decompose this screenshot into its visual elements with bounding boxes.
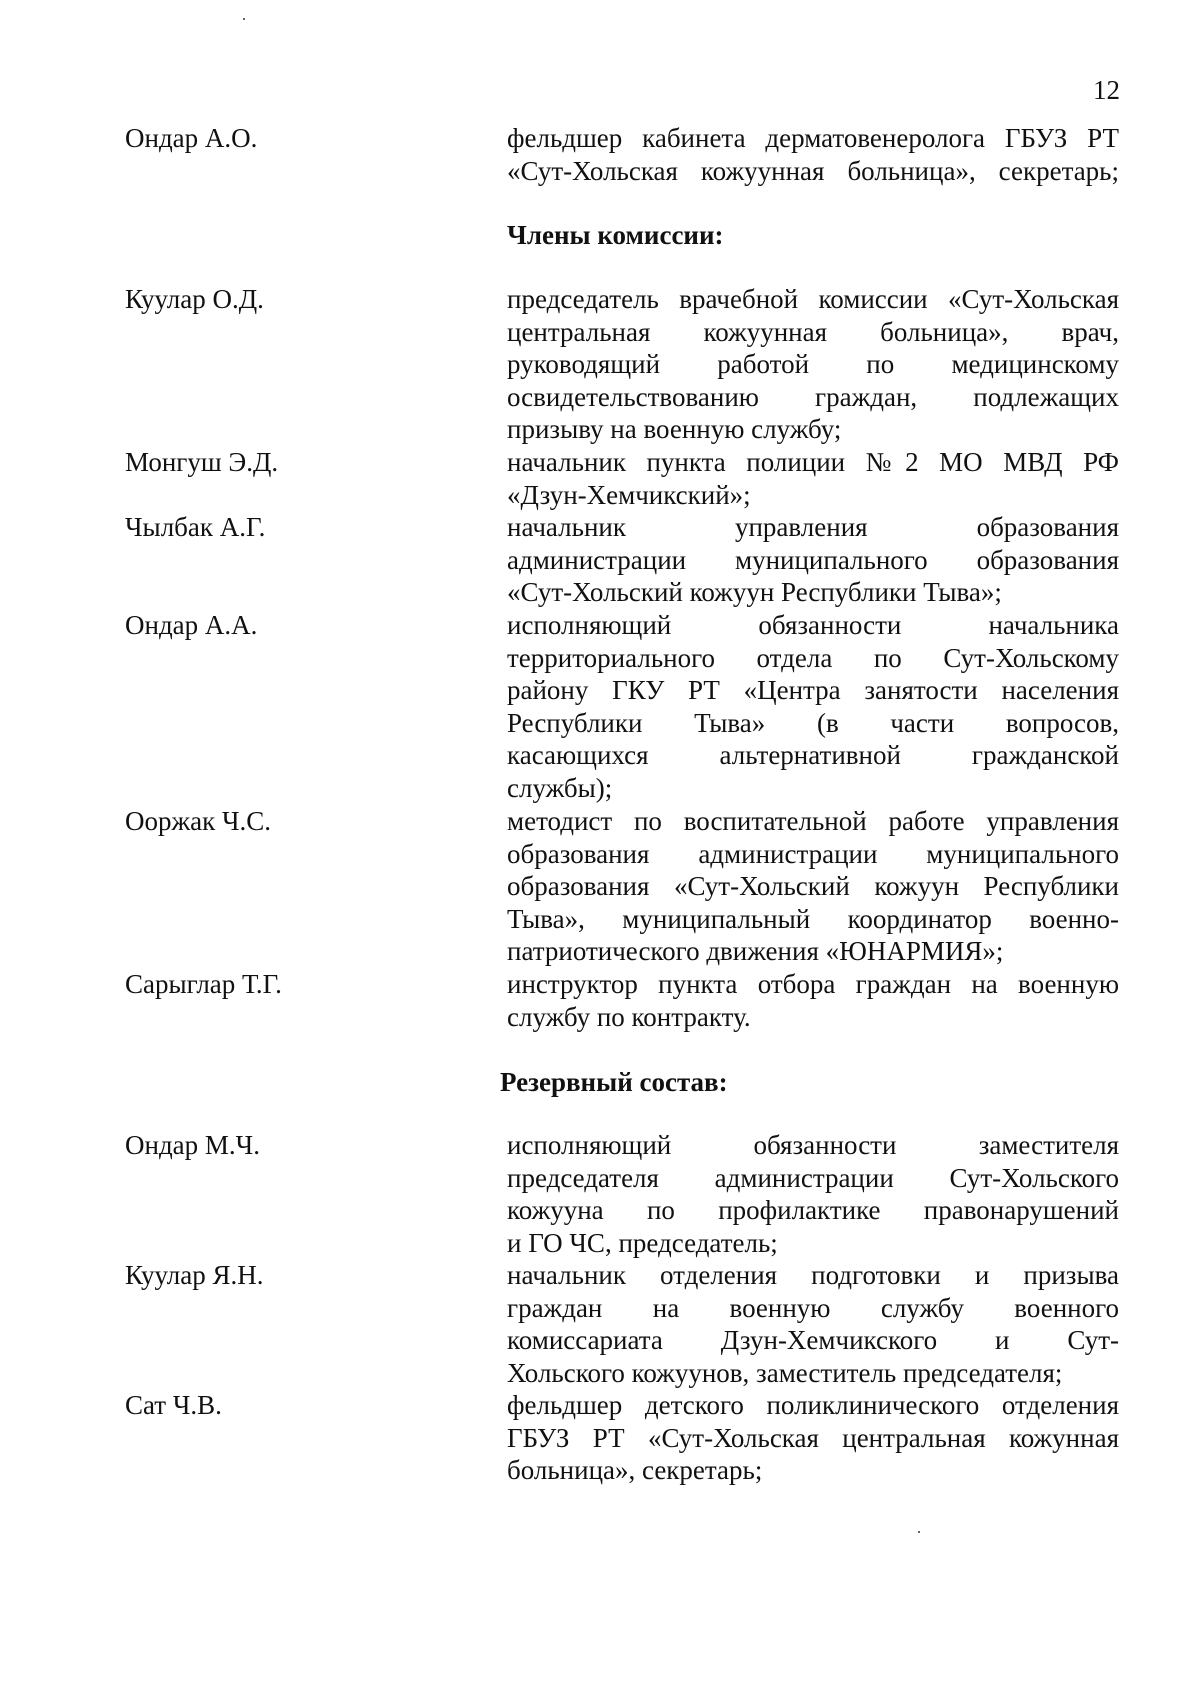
position-line: исполняющий обязанности заместителя [507, 1130, 1119, 1160]
scan-speck [243, 18, 245, 20]
person-name: Куулар Я.Н. [125, 1260, 264, 1290]
person-name: Куулар О.Д. [125, 284, 264, 314]
person-position [507, 1129, 1119, 1259]
person-position [507, 283, 1119, 446]
person-name: Ондар М.Ч. [125, 1130, 260, 1160]
position-line: службы); [507, 772, 613, 803]
position-line: начальник пункта полиции №2 МО МВД РФ [507, 447, 1119, 477]
person-position [507, 1389, 1119, 1487]
person-position [507, 122, 1119, 187]
position-line: кожууна по профилактике правонарушений [507, 1195, 1119, 1225]
person-name: Сат Ч.В. [125, 1390, 222, 1420]
person-position [507, 446, 1119, 511]
person-name: Ондар А.О. [125, 123, 258, 153]
position-line: и ГО ЧС, председатель; [507, 1227, 778, 1258]
position-line: методист по воспитательной работе управления [507, 806, 1119, 836]
position-line: начальник отделения подготовки и призыва [507, 1260, 1119, 1290]
position-line: больница», секретарь; [507, 1455, 763, 1485]
position-line: патриотического движения «ЮНАРМИЯ»; [507, 936, 1004, 966]
position-line: председателя администрации Сут-Хольского [507, 1162, 1119, 1193]
position-line: образования администрации муниципального [507, 838, 1119, 869]
position-line: «Дзун-Хемчикский»; [507, 479, 751, 510]
position-line: ГБУЗ РТ «Сут-Хольская центральная кожунная [507, 1422, 1119, 1453]
position-line: председатель врачебной комиссии «Сут-Хольская [507, 284, 1119, 314]
person-name: Сарыглар Т.Г. [125, 969, 282, 999]
position-line: граждан на военную службу военного [507, 1292, 1119, 1323]
position-line: фельдшер детского поликлинического отделения [507, 1390, 1119, 1420]
person-position [507, 1259, 1119, 1389]
members-heading: Члены комиссии: [507, 220, 724, 250]
reserve-heading: Резервный состав: [500, 1067, 728, 1097]
person-name: Ондар А.А. [125, 610, 258, 640]
position-line: освидетельствованию граждан, подлежащих [507, 381, 1119, 412]
position-line: исполняющий обязанности начальника [507, 610, 1119, 640]
position-line: службу по контракту. [507, 1001, 751, 1032]
person-name: Монгуш Э.Д. [125, 447, 279, 477]
position-line: «Сут-Хольская кожуунная больница», секретарь; [507, 155, 1119, 186]
position-line: Тыва», муниципальный координатор военно- [507, 903, 1119, 934]
position-line: комиссариата Дзун-Хемчикского и Сут- [507, 1325, 1119, 1355]
position-line: центральная кожуунная больница», врач, [507, 316, 1119, 347]
person-position [507, 805, 1119, 968]
person-position [507, 968, 1119, 1033]
position-line: «Сут-Хольский кожуун Республики Тыва»; [507, 577, 1002, 607]
position-line: инструктор пункта отбора граждан на военную [507, 969, 1119, 999]
position-line: району ГКУ РТ «Центра занятости населения [507, 675, 1119, 705]
person-name: Чылбак А.Г. [125, 512, 266, 542]
person-position [507, 511, 1119, 609]
position-line: касающихся альтернативной гражданской [507, 740, 1119, 770]
position-line: фельдшер кабинета дерматовенеролога ГБУЗ РТ [507, 123, 1119, 153]
position-line: территориального отдела по Сут-Хольскому [507, 642, 1119, 673]
page-number: 12 [1093, 75, 1120, 105]
position-line: администрации муниципального образования [507, 544, 1119, 575]
position-line: призыву на военную службу; [507, 414, 842, 444]
position-line: начальник управления образования [507, 512, 1119, 542]
scan-speck [918, 1531, 920, 1533]
person-name: Ооржак Ч.С. [125, 806, 272, 836]
position-line: Хольского кожуунов, заместитель председателя; [507, 1357, 1063, 1388]
position-line: руководящий работой по медицинскому [507, 349, 1119, 379]
position-line: образования «Сут-Хольский кожуун Республики [507, 871, 1119, 901]
person-position [507, 609, 1119, 804]
position-line: Республики Тыва» (в части вопросов, [507, 707, 1119, 738]
